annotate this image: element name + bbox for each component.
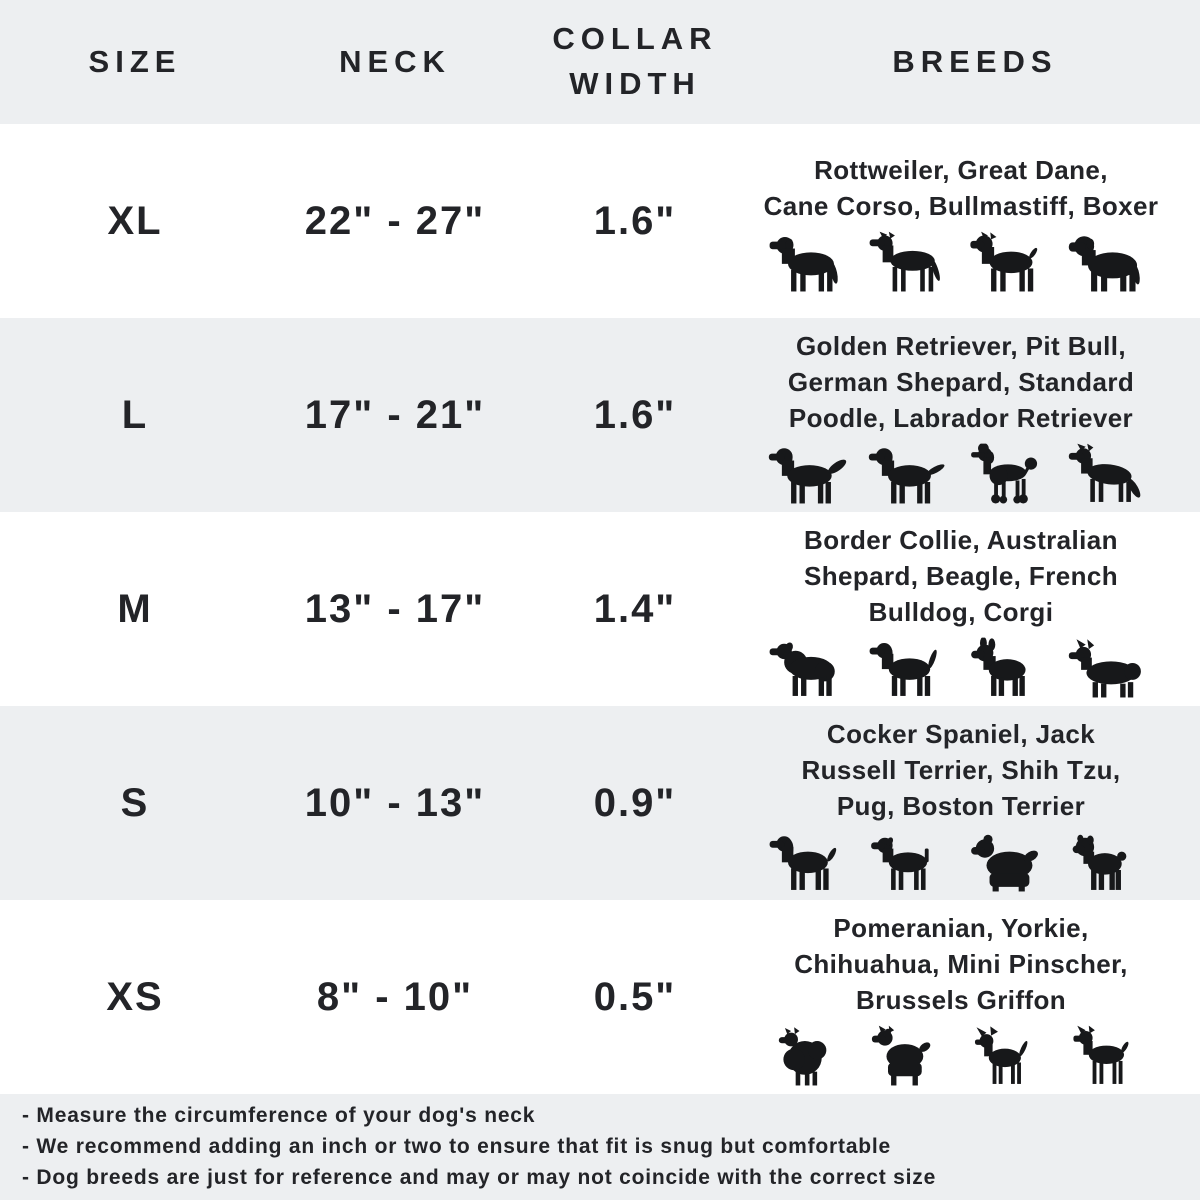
breeds-cell [750,900,1200,1094]
australian-shepherd-icon [765,635,857,699]
collar-width-value: 1.4" [593,586,677,631]
collar-width-value: 0.9" [593,780,677,825]
breeds-line: Rottweiler, Great Dane, [814,154,1108,185]
breeds-cell [750,124,1200,318]
pomeranian-icon [765,1023,857,1087]
breeds-line: Poodle, Labrador Retriever [788,402,1134,433]
breeds-line: Pomeranian, Yorkie, [833,912,1089,943]
cocker-spaniel-icon [765,829,857,893]
size-value: XL [107,198,163,243]
collar-width-value: 0.5" [593,974,677,1019]
header-collar-width: COLLAR WIDTH [552,21,718,101]
breeds-text [804,522,1118,630]
rottweiler-icon [765,229,857,293]
breeds-line: Golden Retriever, Pit Bull, [795,330,1127,361]
breeds-line: Cocker Spaniel, Jack [826,718,1096,749]
pug-icon [1065,829,1157,893]
yorkie-icon [865,1023,957,1087]
header-neck: NECK [339,43,451,79]
dog-silhouettes [765,829,1157,893]
size-value: S [120,780,150,825]
breeds-line: Bulldog, Corgi [868,596,1054,627]
breeds-line: Cane Corso, Bullmastiff, Boxer [763,190,1159,221]
table-header-row [0,0,1200,124]
shih-tzu-icon [965,829,1057,893]
great-dane-icon [865,229,957,293]
breeds-text [801,716,1120,824]
breeds-line: Shepard, Beagle, French [803,560,1119,591]
note-reference: - Dog breeds are just for reference and may or may not coincide with the correct size [22,1165,937,1189]
breeds-line: Border Collie, Australian [804,524,1118,555]
table-row-xl [0,124,1200,318]
breeds-line: Chihuahua, Mini Pinscher, [794,948,1128,979]
breeds-line: Pug, Boston Terrier [836,790,1086,821]
table-row-s [0,706,1200,900]
breeds-line: Brussels Griffon [855,984,1067,1015]
table-row-l [0,318,1200,512]
breeds-text [764,152,1159,224]
dog-silhouettes [765,441,1157,505]
neck-value: 10" - 13" [304,780,486,825]
beagle-icon [865,635,957,699]
size-value: L [121,392,149,437]
boxer-icon [965,229,1057,293]
neck-value: 17" - 21" [304,392,486,437]
french-bulldog-icon [965,635,1057,699]
size-value: XS [106,974,164,1019]
neck-value: 13" - 17" [304,586,486,631]
footer-notes [0,1094,1200,1200]
labrador-icon [865,441,957,505]
table-row-xs [0,900,1200,1094]
jack-russell-terrier-icon [865,829,957,893]
german-shepherd-icon [1065,441,1157,505]
collar-width-value: 1.6" [593,392,677,437]
bullmastiff-icon [1065,229,1157,293]
collar-width-value: 1.6" [593,198,677,243]
dog-silhouettes [765,1023,1157,1087]
corgi-icon [1065,635,1157,699]
dog-silhouettes [765,635,1157,699]
golden-retriever-icon [765,441,857,505]
breeds-cell [750,318,1200,512]
neck-value: 22" - 27" [304,198,486,243]
table-row-m [0,512,1200,706]
breeds-cell [750,512,1200,706]
header-breeds: BREEDS [892,43,1058,79]
breeds-line: Russell Terrier, Shih Tzu, [801,754,1121,785]
header-size: SIZE [88,43,182,79]
min-pin-icon [1065,1023,1157,1087]
breeds-cell [750,706,1200,900]
breeds-text [788,328,1134,436]
chihuahua-icon [965,1023,1057,1087]
dog-silhouettes [765,229,1157,293]
size-value: M [117,586,153,631]
note-measure: - Measure the circumference of your dog's neck [22,1103,536,1127]
neck-value: 8" - 10" [316,974,474,1019]
poodle-icon [965,441,1057,505]
note-recommend: - We recommend adding an inch or two to ensure that fit is snug but comfortable [22,1134,892,1158]
breeds-line: German Shepard, Standard [787,366,1135,397]
breeds-text [794,910,1128,1018]
